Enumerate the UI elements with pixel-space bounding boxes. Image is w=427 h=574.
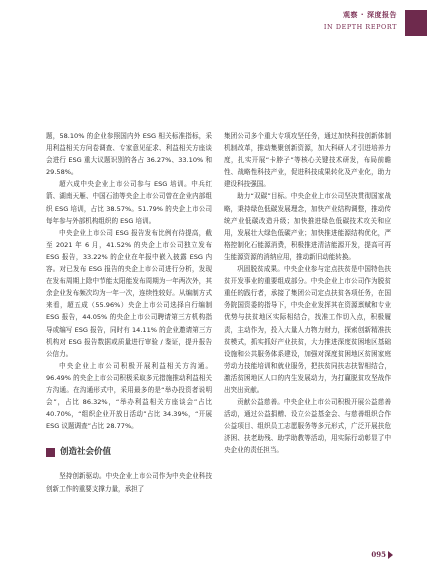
paragraph: 中央企业上市公司 ESG 报告发布比例有待提高，截至 2021 年 6 月，41.52% 的央企上市公司独立发布 ESG 报告，33.22% 的企业在年报中嵌入披露 ESG 内容。对已发布 ESG 报告的央企上市公司进行分析，发现在发布周期上除中节能太阳能发布周期为一年两次外，其余企业发布频次均为一年一次，连续性较好。从编制方式来看，超五成（55.96%）央企上市公司选择自行编制 ESG 报告，44.05% 的央企上市公司聘请第三方机构指导或编写 ESG 报告，同时有 14.11% 的企业邀请第三方机构对 ESG 报告数据或质量进行审验 / 鉴证，提升报告公信力。 [46, 228, 212, 358]
paragraph: 巩固脱贫成果。中央企业参与定点扶贫是中国特色扶贫开发事业的重要组成部分。中央企业上市公司作为脱贫重任的践行者，承接了集团公司定点扶贫各项任务，在国务院国资委的指导下，中央企业发挥其在资源禀赋和专业优势与扶贫地区实际相结合，找准工作切入点，积极履责，主动作为，投入大量人力物力财力，探索创新精准扶贫模式，抓实抓好产业扶贫，大力推进深度贫困地区基础设施和公共服务体系建设，加强对深度贫困地区贫困家庭劳动力技能培训和就业服务，把扶贫同扶志扶智相结合，激活贫困地区人口的内生发展动力，为打赢脱贫攻坚战作出突出贡献。 [224, 265, 391, 394]
page-header [267, 8, 427, 46]
header-title-cn: 观察 · 深度报告 [342, 11, 397, 19]
paragraph: 超六成中央企业上市公司参与 ESG 培训。中兵红箭、湖南天雁、中国石油等央企上市公司曾在企业内部组织 ESG 培训，占比 38.57%。51.79% 的央企上市公司每年参与外部机构组织的 ESG 培训。 [46, 180, 212, 225]
header-color-block [405, 10, 427, 36]
paragraph: 集团公司多个重大专项攻坚任务，通过加快科技创新体制机制改革，推动集聚创新资源，加大科研人才引进培养力度，扎实开展“卡脖子”等核心关键技术研发，布局前瞻性、战略性科技产业，促进科技成果转化及产业化，助力建设科技强国。 [224, 132, 391, 189]
right-column [224, 130, 391, 457]
paragraph: 贡献公益慈善。中央企业上市公司积极开展公益慈善活动，通过公益捐赠、设立公益基金会、与慈善组织合作公益项目、组织员工志愿服务等多元形式，广泛开展扶危济困、扶老助残、助学助教等活动，用实际行动彰显了中央企业的责任担当。 [224, 398, 391, 455]
section-heading [46, 446, 212, 458]
page-number: 095 [371, 550, 386, 559]
paragraph: 题，58.10% 的企业参照国内外 ESG 相关标准指标，采用利益相关方问卷调查、专家意见征求、利益相关方座谈会进行 ESG 重大议题识别的各占 36.27%、33.10% 和 29.58%。 [46, 132, 212, 177]
section-title: 创造社会价值 [60, 447, 112, 458]
paragraph: 中央企业上市公司积极开展利益相关方沟通。96.49% 的央企上市公司积极采取多元措施推动利益相关方沟通。在沟通形式中，采用最多的是“举办投资者说明会”，占比 86.32%，“举办利益相关方座谈会”占比 40.70%，“组织企业开放日活动”占比 34.39%，“开展 ESG 议题调查”占比 28.77%。 [46, 361, 212, 431]
paragraph: 助力“双碳”目标。中央企业上市公司坚决贯彻国家战略，秉持绿色低碳发展理念，加快产业结构调整，推动传统产业低碳改造升级；加快推进绿色低碳技术攻关和应用，发展壮大绿色低碳产业；加快推进能源结构优化，严格控制化石能源消费，积极推进清洁能源开发，提高可再生能源资源的消纳应用，推动新旧动能转换。 [224, 192, 391, 261]
page-footer [371, 550, 393, 559]
left-column [46, 130, 212, 495]
header-title-en: IN DEPTH REPORT [323, 23, 397, 31]
triangle-icon [388, 551, 393, 559]
paragraph: 坚持创新驱动。中央企业上市公司作为中央企业科技创新工作的重要支撑力量，承担了 [46, 472, 212, 493]
section-marker-icon [46, 448, 55, 457]
header-text [324, 10, 397, 31]
